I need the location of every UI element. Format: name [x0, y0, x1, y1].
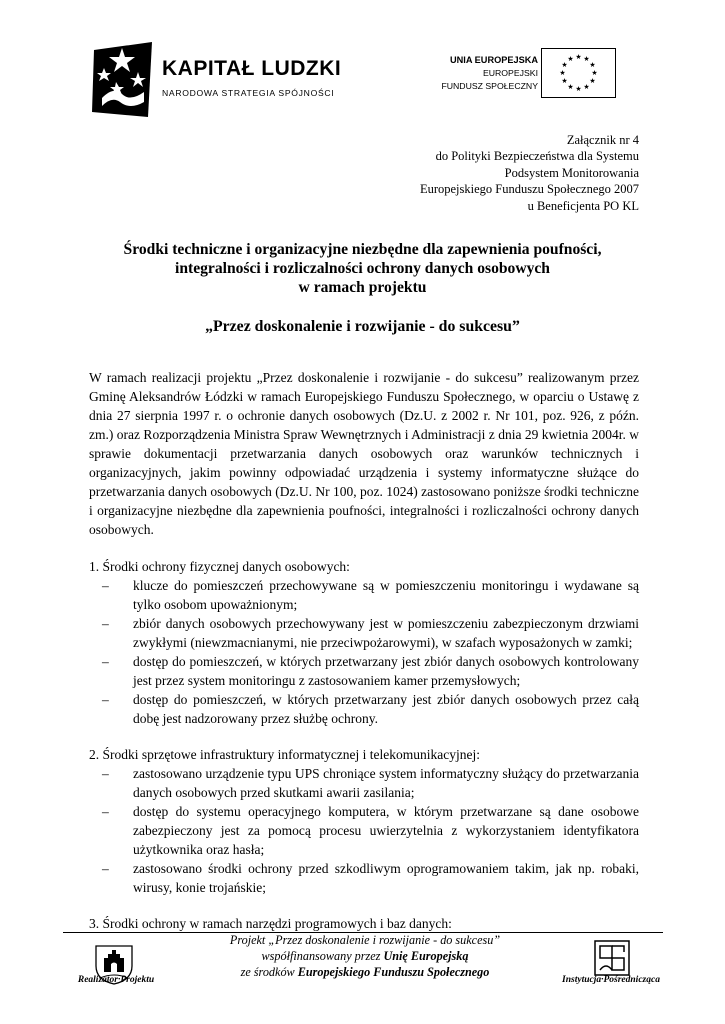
list-item-text: zastosowano środki ochrony przed szkodliwym oprogramowaniem takim, jak np. robaki, wirusy, konie trojańskie; — [133, 861, 639, 895]
kapital-ludzki-logo — [92, 42, 352, 117]
list-item-text: klucze do pomieszczeń przechowywane są w pomieszczeniu monitoringu i wydawane są tylko osobom upoważnionym; — [133, 578, 639, 612]
footer-text — [160, 932, 570, 980]
section-list — [89, 576, 639, 728]
svg-text:★: ★ — [591, 69, 598, 77]
document-title — [60, 240, 665, 298]
title-line: w ramach projektu — [298, 279, 427, 297]
intermediate-institution-icon — [594, 940, 630, 976]
svg-text:★: ★ — [567, 55, 574, 63]
eu-logo-line2: EUROPEJSKI — [482, 68, 538, 78]
list-item-text: dostęp do pomieszczeń, w których przetwarzany jest zbiór danych osobowych kontrolowany jest przez system monitoringu z zastosowaniem kamer przemysłowych; — [133, 654, 639, 688]
list-item — [102, 802, 639, 859]
section-title: 2. Środki sprzętowe infrastruktury informatycznej i telekomunikacyjnej: — [89, 747, 481, 762]
list-item-text: dostęp do pomieszczeń, w których przetwarzany jest zbiór danych osobowych przez całą dobę jest nadzorowany przez służbę ochrony. — [133, 692, 639, 726]
svg-text:★: ★ — [575, 53, 582, 61]
footer-line3-bold: Europejskiego Funduszu Społecznego — [297, 965, 490, 979]
dash-bullet: – — [102, 578, 109, 593]
dash-bullet: – — [102, 861, 109, 876]
project-implementer-label: Realizator·Projektu — [77, 975, 155, 985]
annex-line: Europejskiego Funduszu Społecznego 2007 — [419, 182, 639, 197]
svg-text:★: ★ — [575, 85, 582, 93]
annex-line: Załącznik nr 4 — [566, 133, 639, 147]
list-item — [102, 764, 639, 802]
footer-line1: Projekt „Przez doskonalenie i rozwijanie - do sukcesu” — [229, 933, 501, 947]
title-line: integralności i rozliczalności ochrony danych osobowych — [175, 260, 550, 278]
annex-line: do Polityki Bezpieczeństwa dla Systemu — [435, 149, 639, 164]
footer-line3 — [160, 964, 570, 980]
dash-bullet: – — [102, 692, 109, 707]
list-item — [102, 690, 639, 728]
eu-logo-text — [441, 54, 538, 93]
list-item-text: zastosowano urządzenie typu UPS chroniące system informatyczny służący do przetwarzania danych osobowych przed skutkami awarii zasilania; — [133, 766, 639, 800]
list-item — [102, 614, 639, 652]
list-item-text: zbiór danych osobowych przechowywany jest w pomieszczeniu zabezpieczonym drzwiami zwykłymi (niewzmacnianymi, nie przeciwpożarowymi), w szafach wyposażonych w zamki; — [133, 616, 639, 650]
svg-text:★: ★ — [567, 83, 574, 91]
kapital-ludzki-emblem-icon — [92, 42, 154, 117]
footer-line2-bold: Unię Europejską — [383, 949, 469, 963]
footer-line2-text: współfinansowany przez — [261, 949, 384, 963]
footer-line2 — [160, 948, 570, 964]
section-physical-protection — [89, 557, 639, 728]
svg-text:★: ★ — [583, 83, 590, 91]
kapital-ludzki-title: KAPITAŁ LUDZKI — [162, 57, 342, 80]
annex-reference — [420, 132, 639, 214]
eu-flag-icon — [541, 48, 616, 98]
svg-text:★: ★ — [583, 55, 590, 63]
svg-text:★: ★ — [589, 61, 596, 69]
kapital-ludzki-subtitle: NARODOWA STRATEGIA SPÓJNOŚCI — [162, 88, 335, 98]
section-title: 1. Środki ochrony fizycznej danych osobowych: — [89, 559, 350, 574]
intermediate-institution-label: Instytucja·Pośrednicząca — [562, 975, 660, 985]
dash-bullet: – — [102, 804, 109, 819]
document-body — [89, 368, 639, 950]
section-software-tools — [89, 914, 639, 933]
eu-logo-line1: UNIA EUROPEJSKA — [450, 55, 538, 65]
section-list — [89, 764, 639, 897]
list-item-text: dostęp do systemu operacyjnego komputera, w którym przetwarzane są dane osobowe zabezpieczony jest za pomocą procesu uwierzytelnia z wykorzystaniem identyfikatora użytkownika oraz hasła; — [133, 804, 639, 857]
list-item — [102, 859, 639, 897]
title-line: Środki techniczne i organizacyjne niezbędne dla zapewnienia poufności, — [123, 241, 602, 258]
section-hardware-infrastructure — [89, 745, 639, 897]
footer-line3-text: ze środków — [240, 965, 298, 979]
project-name: „Przez doskonalenie i rozwijanie - do sukcesu” — [205, 318, 520, 335]
svg-text:★: ★ — [561, 61, 568, 69]
eu-logo — [418, 48, 648, 100]
dash-bullet: – — [102, 766, 109, 781]
annex-line: Podsystem Monitorowania — [504, 165, 639, 180]
eu-logo-line3: FUNDUSZ SPOŁECZNY — [441, 81, 538, 91]
list-item — [102, 652, 639, 690]
dash-bullet: – — [102, 616, 109, 631]
annex-line: u Beneficjenta PO KL — [527, 198, 639, 213]
svg-text:★: ★ — [589, 77, 596, 85]
list-item — [102, 576, 639, 614]
svg-text:★: ★ — [559, 69, 566, 77]
dash-bullet: – — [102, 654, 109, 669]
section-title: 3. Środki ochrony w ramach narzędzi programowych i baz danych: — [89, 916, 452, 931]
intro-paragraph: W ramach realizacji projektu „Przez doskonalenie i rozwijanie - do sukcesu” realizowanym przez Gminę Aleksandrów Łódzki w ramach Europejskiego Funduszu Społecznego, w oparciu o Ustawę z dnia 27 sierpnia 1997 r. o ochronie danych osobowych (Dz.U. z 2002 r. Nr 101, poz. 926, z późn. zm.) oraz Rozporządzenia Ministra Spraw Wewnętrznych i Administracji z dnia 29 kwietnia 2004r. w sprawie dokumentacji przetwarzania danych osobowych oraz warunków technicznych i organizacyjnych, jakim powinny odpowiadać urządzenia i systemy informatyczne służące do przetwarzania danych osobowych (Dz.U. Nr 100, poz. 1024) zastosowano poniższe środki techniczne i organizacyjne niezbędne dla zapewnienia poufności, integralności i rozliczalności ochrony danych osobowych. — [89, 370, 639, 537]
svg-text:★: ★ — [561, 77, 568, 85]
